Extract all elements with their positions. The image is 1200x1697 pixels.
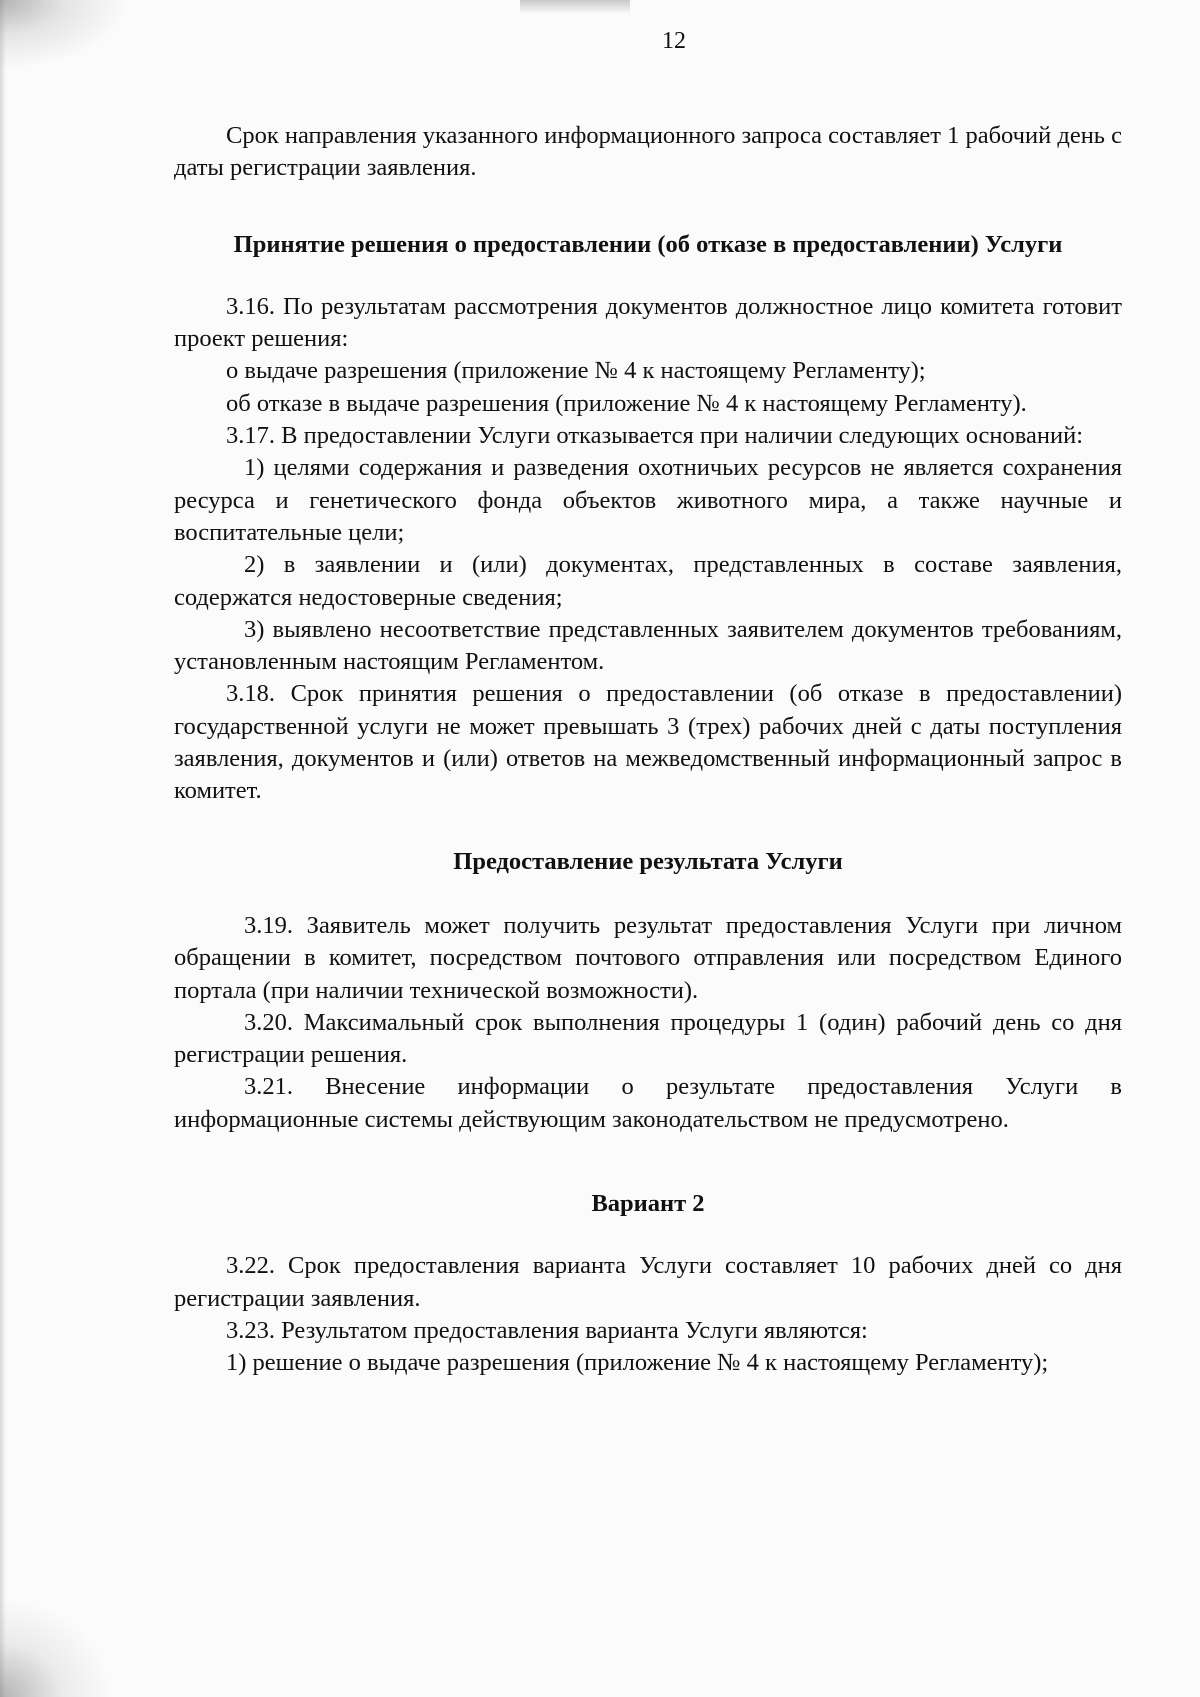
variant-list-item-1: 1) решение о выдаче разрешения (приложение № 4 к настоящему Регламенту); — [226, 1349, 1049, 1377]
paragraph-3-20: 3.20. Максимальный срок выполнения процедуры 1 (один) рабочий день со дня регистрации решения. — [174, 1008, 1122, 1069]
paragraph-3-18: 3.18. Срок принятия решения о предоставлении (об отказе в предоставлении) государственной услуги не может превышать 3 (трех) рабочих дней с даты поступления заявления, документов и (или) ответов на межведомственный информационный запрос в комитет. — [174, 680, 1122, 805]
scan-shadow-top — [520, 0, 630, 14]
paragraph-3-23: 3.23. Результатом предоставления варианта Услуги являются: — [226, 1316, 868, 1344]
paragraph-3-19: 3.19. Заявитель может получить результат предоставления Услуги при личном обращении в комитет, посредством почтового отправления или посредством Единого портала (при наличии технической возможности). — [174, 911, 1122, 1004]
heading-result: Предоставление результата Услуги — [453, 847, 843, 875]
document-body — [174, 120, 1122, 1380]
scan-shadow-top-left — [0, 0, 130, 70]
scan-shadow-bottom-left — [0, 1600, 110, 1697]
list-item-2: 2) в заявлении и (или) документах, представленных в составе заявления, содержатся недостоверные сведения; — [174, 551, 1122, 611]
page-number: 12 — [662, 28, 686, 54]
intro-paragraph: Срок направления указанного информационного запроса составляет 1 рабочий день с даты регистрации заявления. — [174, 122, 1122, 182]
list-item-1: 1) целями содержания и разведения охотничьих ресурсов не является сохранения ресурса и генетического фонда объектов животного мира, а также научные и воспитательные цели; — [174, 454, 1122, 546]
paragraph-3-16: 3.16. По результатам рассмотрения документов должностное лицо комитета готовит проект решения: — [174, 292, 1122, 353]
paragraph-3-22: 3.22. Срок предоставления варианта Услуги составляет 10 рабочих дней со дня регистрации заявления. — [174, 1252, 1122, 1312]
list-item-3: 3) выявлено несоответствие представленных заявителем документов требованиям, установленным настоящим Регламентом. — [174, 615, 1122, 676]
paragraph-refuse-permit: об отказе в выдаче разрешения (приложение № 4 к настоящему Регламенту). — [226, 389, 1027, 417]
heading-variant-2: Вариант 2 — [591, 1190, 705, 1218]
paragraph-issue-permit: о выдаче разрешения (приложение № 4 к настоящему Регламенту); — [226, 357, 926, 385]
paragraph-3-21: 3.21. Внесение информации о результате предоставления Услуги в информационные системы действующим законодательством не предусмотрено. — [174, 1073, 1122, 1133]
paragraph-3-17: 3.17. В предоставлении Услуги отказывается при наличии следующих оснований: — [226, 422, 1084, 450]
scan-shadow-left — [0, 0, 6, 1697]
heading-decision: Принятие решения о предоставлении (об отказе в предоставлении) Услуги — [233, 230, 1063, 258]
